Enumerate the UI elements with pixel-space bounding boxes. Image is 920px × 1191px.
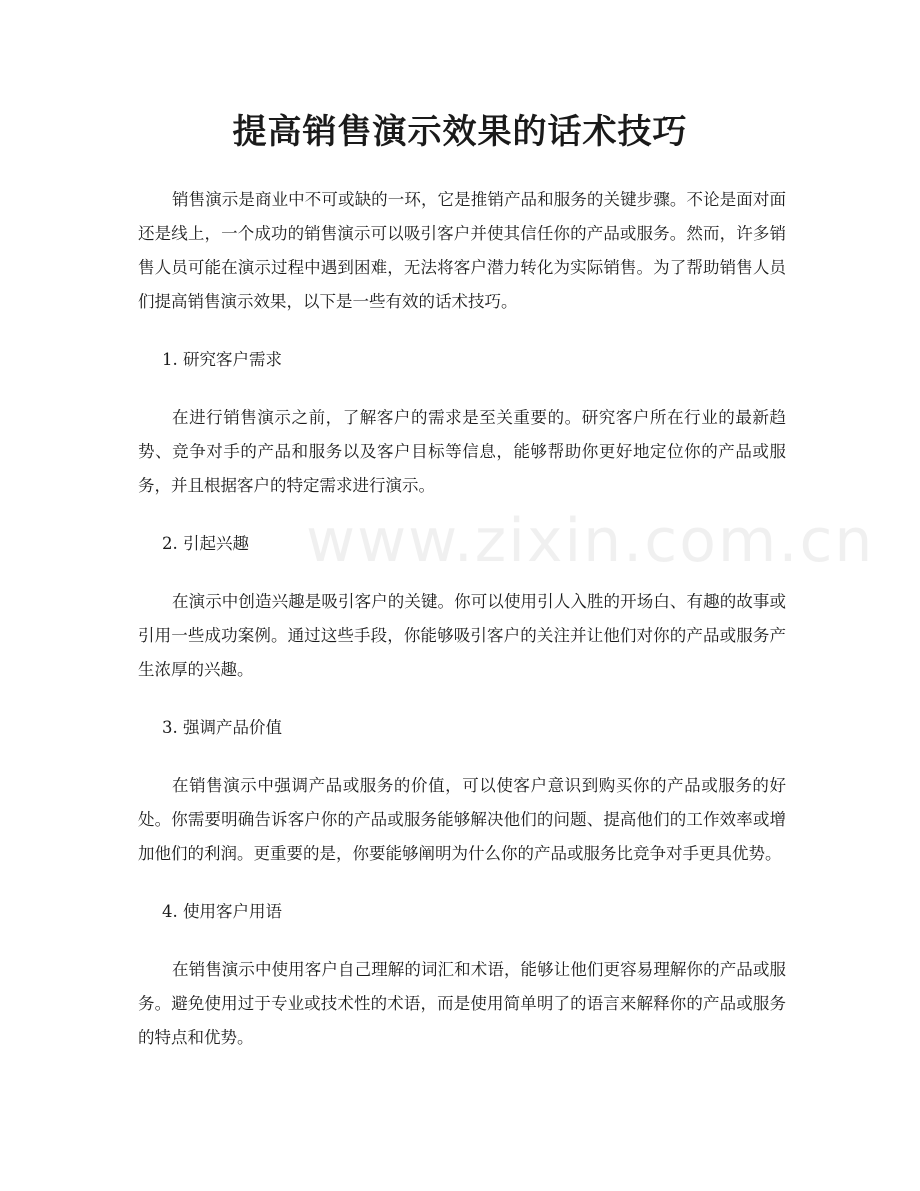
section-body-2: 在演示中创造兴趣是吸引客户的关键。你可以使用引人入胜的开场白、有趣的故事或引用一些成功案例。通过这些手段，你能够吸引客户的关注并让他们对你的产品或服务产生浓厚的兴趣。 [138, 592, 786, 679]
document-title: 提高销售演示效果的话术技巧 [232, 112, 688, 152]
section-heading-2: 2. 引起兴趣 [162, 534, 249, 553]
document-body [138, 183, 875, 1079]
section-body-4: 在销售演示中使用客户自己理解的词汇和术语，能够让他们更容易理解你的产品或服务。避免使用过于专业或技术性的术语，而是使用简单明了的语言来解释你的产品或服务的特点和优势。 [138, 960, 786, 1047]
section-heading-4: 4. 使用客户用语 [162, 902, 282, 921]
watermark: www.zixin.com.cn [306, 506, 875, 576]
section-heading-3: 3. 强调产品价值 [162, 718, 282, 737]
section-body-3: 在销售演示中强调产品或服务的价值，可以使客户意识到购买你的产品或服务的好处。你需要明确告诉客户你的产品或服务能够解决他们的问题、提高他们的工作效率或增加他们的利润。更重要的是，你要能够阐明为什么你的产品或服务比竞争对手更具优势。 [138, 776, 786, 863]
section-heading-1: 1. 研究客户需求 [162, 350, 282, 369]
section-body-1: 在进行销售演示之前，了解客户的需求是至关重要的。研究客户所在行业的最新趋势、竞争对手的产品和服务以及客户目标等信息，能够帮助你更好地定位你的产品或服务，并且根据客户的特定需求进行演示。 [138, 408, 786, 495]
intro-paragraph: 销售演示是商业中不可或缺的一环，它是推销产品和服务的关键步骤。不论是面对面还是线上，一个成功的销售演示可以吸引客户并使其信任你的产品或服务。然而，许多销售人员可能在演示过程中遇到困难，无法将客户潜力转化为实际销售。为了帮助销售人员们提高销售演示效果，以下是一些有效的话术技巧。 [138, 190, 786, 311]
